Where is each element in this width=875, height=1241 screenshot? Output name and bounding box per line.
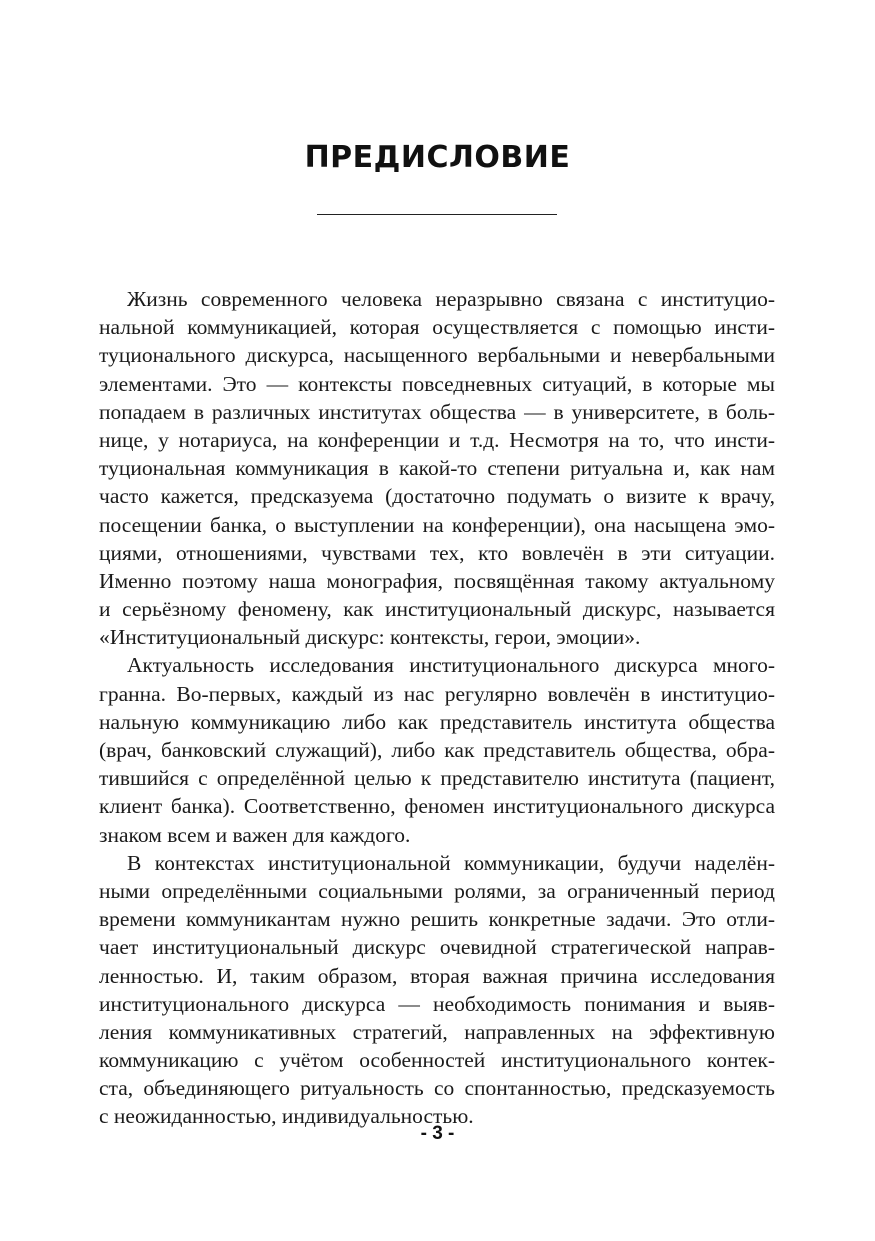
paragraph-3-line: времени коммуникантам нужно решить конкретные задачи. Это отли- <box>99 907 775 932</box>
paragraph-1-line: попадаем в различных институтах общества — в университете, в боль- <box>99 399 775 424</box>
paragraph-1-line: нице, у нотариуса, на конференции и т.д. Несмотря на то, что инсти- <box>99 427 775 452</box>
paragraph-3-line: ленностью. И, таким образом, вторая важная причина исследования <box>99 963 775 988</box>
paragraph-3-line: чает институциональный дискурс очевидной стратегической направ- <box>99 935 775 960</box>
paragraph-2-line: гранна. Во-первых, каждый из нас регулярно вовлечён в институцио- <box>99 681 775 706</box>
paragraph-2-line: Актуальность исследования институционального дискурса много- <box>127 653 775 678</box>
paragraph-3-line: ными определёнными социальными ролями, за ограниченный период <box>99 878 775 903</box>
body-text <box>99 285 775 1131</box>
paragraph-1-line: элементами. Это — контексты повседневных ситуаций, в которые мы <box>99 371 775 396</box>
paragraph-1-line: циями, отношениями, чувствами тех, кто вовлечён в эти ситуации. <box>99 540 775 565</box>
paragraph-2-line: тившийся с определённой целью к представителю института (пациент, <box>99 766 775 791</box>
paragraph-1-line: и серьёзному феномену, как институциональный дискурс, называется <box>99 597 775 622</box>
paragraph-1-line: нальной коммуникацией, которая осуществляется с помощью инсти- <box>99 315 775 340</box>
paragraph-1-line: туциональная коммуникация в какой-то степени ритуальна и, как нам <box>99 456 775 481</box>
page-title: ПРЕДИСЛОВИЕ <box>304 140 571 175</box>
paragraph-1-line: Именно поэтому наша монография, посвящённая такому актуальному <box>99 568 775 593</box>
paragraph-2-line: клиент банка). Соответственно, феномен институционального дискурса <box>99 794 775 819</box>
paragraph-3-line: ста, объединяющего ритуальность со спонтанностью, предсказуемость <box>99 1076 775 1101</box>
paragraph-3-line: ления коммуникативных стратегий, направленных на эффективную <box>99 1019 775 1044</box>
paragraph-1-line: посещении банка, о выступлении на конференции), она насыщена эмо- <box>99 512 775 537</box>
paragraph-1-line: часто кажется, предсказуема (достаточно подумать о визите к врачу, <box>99 484 775 509</box>
paragraph-3-line: с неожиданностью, индивидуальностью. <box>99 1104 474 1129</box>
paragraph-2-line: нальную коммуникацию либо как представитель института общества <box>99 709 775 734</box>
title-divider <box>317 214 557 215</box>
paragraph-3-line: В контекстах институциональной коммуникации, будучи наделён- <box>127 850 775 875</box>
paragraph-3-line: коммуникацию с учётом особенностей институционального контек- <box>99 1048 775 1073</box>
paragraph-1-line: туционального дискурса, насыщенного вербальными и невербальными <box>99 343 775 368</box>
page-number: - 3 - <box>420 1123 455 1144</box>
paragraph-3-line: институционального дискурса — необходимость понимания и выяв- <box>99 991 775 1016</box>
paragraph-1-line: Жизнь современного человека неразрывно связана с институцио- <box>127 287 775 311</box>
paragraph-2-line: (врач, банковский служащий), либо как представитель общества, обра- <box>99 738 775 762</box>
paragraph-1-line: «Институциональный дискурс: контексты, герои, эмоции». <box>99 625 641 650</box>
paragraph-2-line: знаком всем и важен для каждого. <box>99 822 411 847</box>
